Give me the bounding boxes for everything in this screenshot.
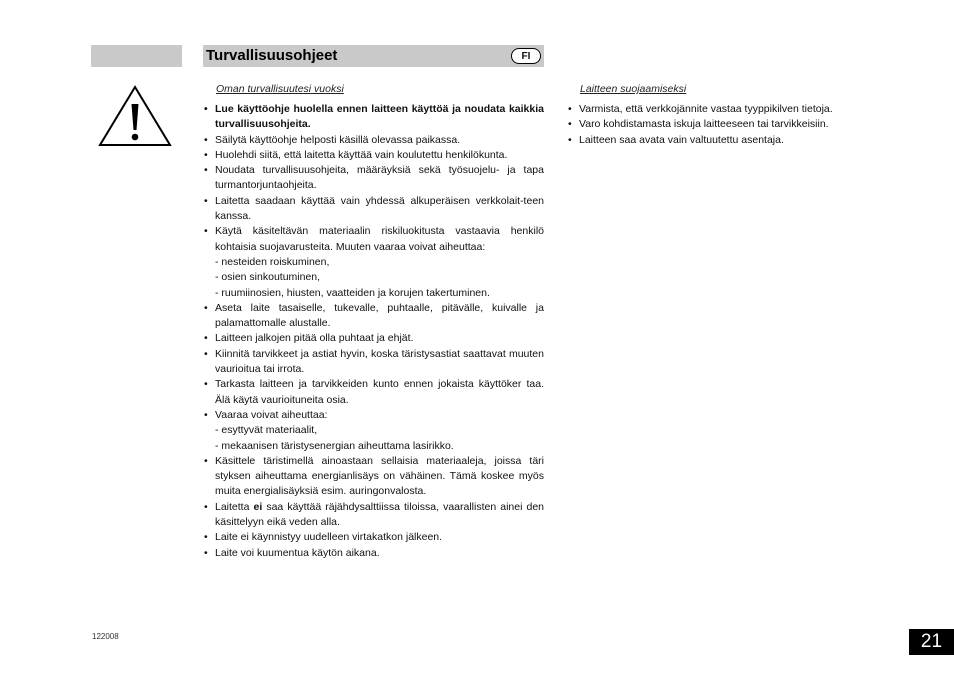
list-item: • Laitteen saa avata vain valtuutettu asentaja. (568, 133, 868, 148)
list-item: • Varo kohdistamasta iskuja laitteeseen tai tarvikkeisiin. (568, 117, 868, 132)
left-section-heading: Oman turvallisuutesi vuoksi (216, 83, 344, 95)
list-item: • Laitetta saadaan käyttää vain yhdessä alkuperäisen verkkolait-teen kanssa. (204, 194, 544, 225)
list-item-text: Laitetta (215, 500, 254, 513)
list-item: • Tarkasta laitteen ja tarvikkeiden kunto ennen jokaista käyttöker taa. Älä käytä vaurioituneita osia. (204, 377, 544, 408)
list-item: • Säilytä käyttöohje helposti käsillä olevassa paikassa. (204, 133, 544, 148)
list-item: • Huolehdi siitä, että laitetta käyttää vain koulutettu henkilökunta. (204, 148, 544, 163)
list-item (204, 500, 544, 531)
document-code: 122008 (92, 632, 119, 641)
sub-item: - mekaanisen täristysenergian aiheuttama lasirikko. (215, 439, 454, 452)
list-item: • Laitteen jalkojen pitää olla puhtaat ja ehjät. (204, 331, 544, 346)
list-item: • Lue käyttöohje huolella ennen laitteen käyttöä ja noudata kaikkia turvallisuusohjeita. (204, 102, 544, 133)
list-item-text: saa käyttää räjähdysalttiissa tiloissa, vaarallisten ainei den käsittelyyn eikä veden alla. (215, 500, 544, 529)
list-item: • Laite voi kuumentua käytön aikana. (204, 546, 544, 561)
title-bar (203, 45, 544, 67)
warning-triangle-icon (97, 84, 173, 148)
sub-item: - esyttyvät materiaalit, (215, 424, 318, 437)
list-item: • Vaaraa voivat aiheuttaa: (204, 408, 544, 423)
right-column (568, 102, 868, 148)
list-item: • Aseta laite tasaiselle, tukevalle, puhtaalle, pitävälle, kuivalle ja palamattomalle alustalle. (204, 301, 544, 332)
list-item: • Laite ei käynnistyy uudelleen virtakatkon jälkeen. (204, 530, 544, 545)
left-column (204, 102, 544, 561)
emphasis-word: ei (253, 500, 263, 513)
sub-item: - ruumiinosien, hiusten, vaatteiden ja korujen takertuminen. (215, 286, 490, 299)
list-item: • Varmista, että verkkojännite vastaa tyyppikilven tietoja. (568, 102, 868, 117)
right-section-heading: Laitteen suojaamiseksi (580, 83, 687, 95)
sub-item: - osien sinkoutuminen, (215, 271, 321, 284)
list-item: • Käytä käsiteltävän materiaalin riskiluokitusta vastaavia henkilö kohtaisia suojavarusteita. Muuten vaaraa voivat aiheuttaa: (204, 224, 544, 255)
list-item: • Kiinnitä tarvikkeet ja astiat hyvin, koska täristysastiat saattavat muuten vaurioitua tai irrota. (204, 347, 544, 378)
page-number: 21 (909, 629, 954, 655)
list-item: • Käsittele täristimellä ainoastaan sellaisia materiaaleja, joissa täri styksen aiheuttama energianlisäys on vähäinen. Tämä koskee myös muita energialisäyksiä esim. auringonvalosta. (204, 454, 544, 500)
list-item: • Noudata turvallisuusohjeita, määräyksiä sekä työsuojelu- ja tapa turmantorjuntaohjeita. (204, 163, 544, 194)
header-left-bar (91, 45, 182, 67)
sub-item: - nesteiden roiskuminen, (215, 255, 330, 268)
page-title: Turvallisuusohjeet (206, 47, 338, 64)
language-badge: FI (511, 48, 541, 64)
